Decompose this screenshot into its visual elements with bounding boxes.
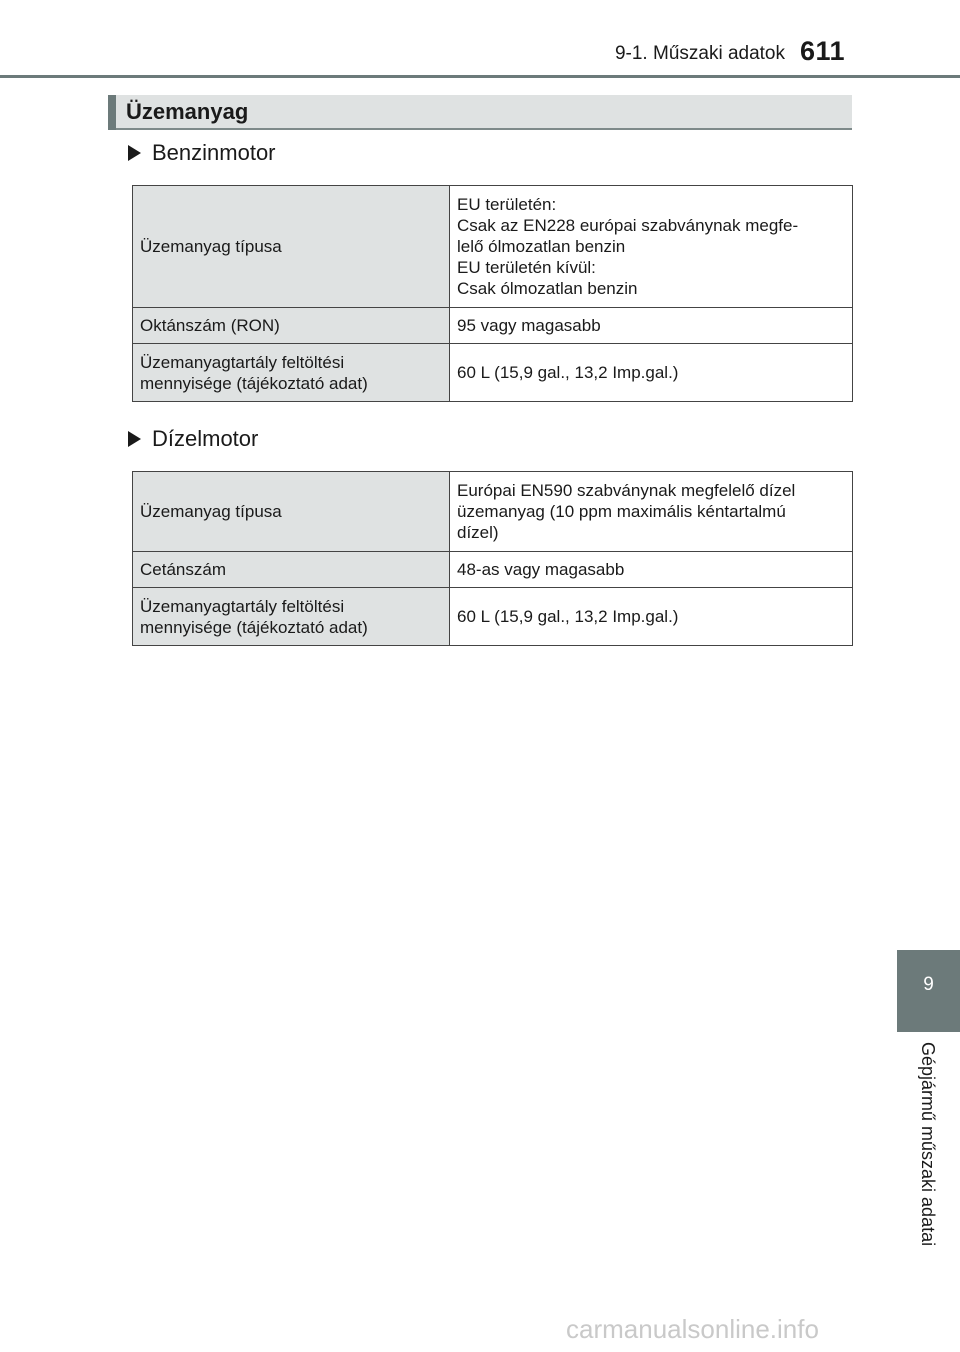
petrol-heading [128, 140, 276, 166]
table-row [133, 552, 853, 588]
cetane-label: Cetánszám [133, 552, 450, 588]
diesel-heading [128, 426, 258, 452]
tank-capacity-label [133, 344, 450, 402]
label-line: Üzemanyagtartály feltöltési [140, 352, 345, 372]
value-line: Csak az EN228 európai szabványnak megfe- [457, 216, 799, 235]
diesel-heading-text: Dízelmotor [152, 426, 259, 451]
value-line: dízel) [457, 523, 499, 542]
label-line: mennyisége (tájékoztató adat) [140, 617, 368, 637]
value-line: üzemanyag (10 ppm maximális kéntartalmú [457, 502, 786, 521]
watermark: carmanualsonline.info [566, 1314, 819, 1344]
triangle-bullet-icon [128, 145, 141, 161]
value-line: Csak ólmozatlan benzin [457, 279, 638, 298]
table-row [133, 186, 853, 308]
table-row [133, 588, 853, 646]
label-line: mennyisége (tájékoztató adat) [140, 373, 368, 393]
tank-capacity-value: 60 L (15,9 gal., 13,2 Imp.gal.) [450, 588, 853, 646]
running-header: 9-1. Műszaki adatok [614, 43, 785, 64]
triangle-bullet-icon [128, 431, 141, 447]
value-line: lelő ólmozatlan benzin [457, 237, 626, 256]
value-line: Európai EN590 szabványnak megfelelő dízel [457, 481, 796, 500]
table-row [133, 344, 853, 402]
header-rule [0, 75, 960, 78]
section-title: Üzemanyag [126, 99, 249, 124]
diesel-spec-table [132, 471, 853, 646]
fuel-type-label: Üzemanyag típusa [133, 186, 450, 308]
fuel-type-label: Üzemanyag típusa [133, 472, 450, 552]
chapter-caption: Gépjármű műszaki adatai [918, 1042, 938, 1247]
petrol-heading-text: Benzinmotor [152, 140, 276, 165]
petrol-spec-table [132, 185, 853, 402]
chapter-tab [897, 950, 960, 1032]
section-accent [108, 95, 116, 130]
value-line: EU területén: [457, 195, 557, 214]
label-line: Üzemanyagtartály feltöltési [140, 596, 345, 616]
cetane-value: 48-as vagy magasabb [450, 552, 853, 588]
page-number: 611 [800, 36, 846, 66]
octane-label: Oktánszám (RON) [133, 308, 450, 344]
fuel-type-value [450, 472, 853, 552]
tank-capacity-label [133, 588, 450, 646]
section-title-bar [108, 95, 852, 130]
value-line: EU területén kívül: [457, 258, 596, 277]
chapter-number: 9 [923, 974, 934, 995]
fuel-type-value [450, 186, 853, 308]
octane-value: 95 vagy magasabb [450, 308, 853, 344]
table-row [133, 472, 853, 552]
table-row [133, 308, 853, 344]
tank-capacity-value: 60 L (15,9 gal., 13,2 Imp.gal.) [450, 344, 853, 402]
